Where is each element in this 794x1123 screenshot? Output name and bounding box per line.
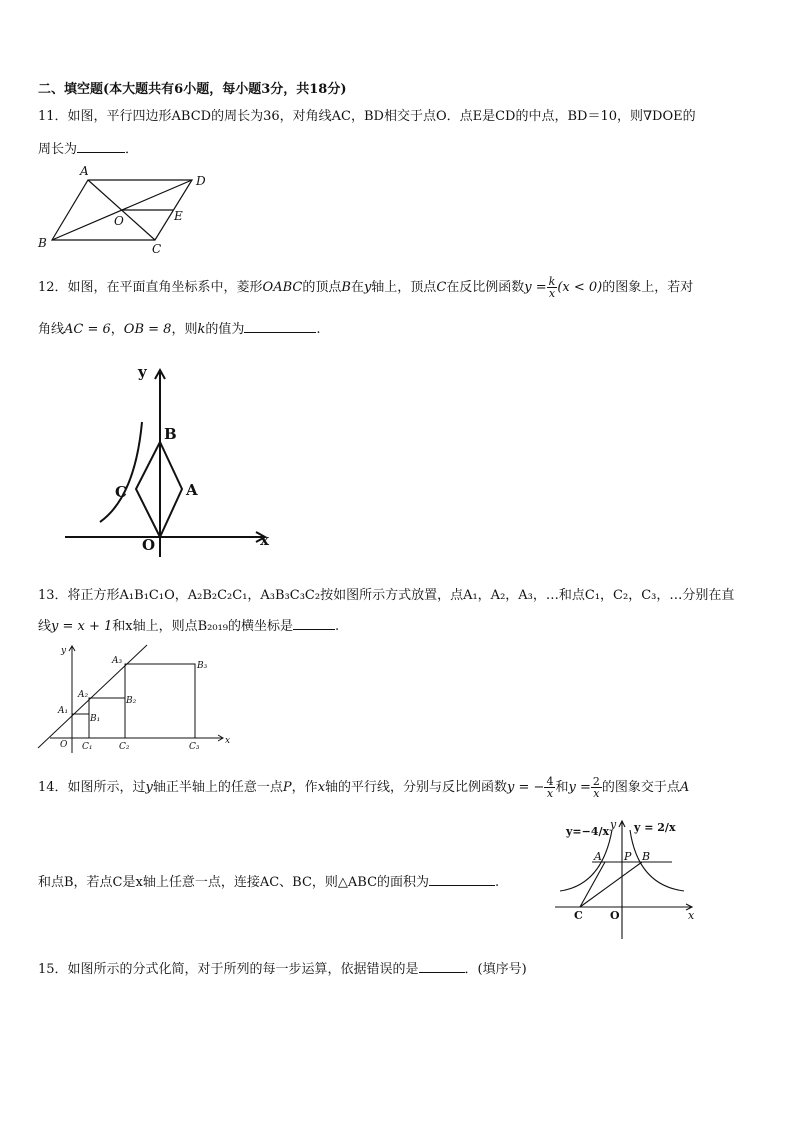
q12-text-line2 bbox=[38, 318, 321, 337]
q12-text: 12．如图，在平面直角坐标系中，菱形 bbox=[38, 280, 263, 295]
q12-text: . bbox=[316, 322, 321, 337]
q15-suffix: ．(填序号) bbox=[464, 962, 527, 977]
q12-text: 的值为 bbox=[205, 322, 245, 337]
q12-text: 轴上，顶点 bbox=[371, 280, 437, 295]
q14-label-x: x bbox=[688, 909, 695, 922]
q14-f2-num: 2 bbox=[592, 775, 600, 788]
q13-label-x: x bbox=[225, 736, 231, 746]
q12-rhombus-name: OABC bbox=[262, 280, 303, 295]
q12-point-b: B bbox=[341, 280, 351, 295]
q14-answer-blank[interactable] bbox=[429, 873, 495, 886]
q11-answer-blank[interactable] bbox=[77, 140, 125, 153]
q12-ob: OB = 8 bbox=[123, 322, 172, 337]
q14-text: ，作 bbox=[291, 780, 318, 795]
q14-f2-fraction bbox=[591, 776, 602, 799]
q14-text: 轴正半轴上的任意一点 bbox=[152, 780, 283, 795]
q12-point-c: C bbox=[436, 280, 447, 295]
label-o: O bbox=[114, 214, 124, 228]
q14-label-b: B bbox=[642, 850, 651, 863]
q15-text bbox=[38, 958, 527, 977]
q14-axis-y: y bbox=[145, 780, 153, 795]
q12-text: 的图象上，若对 bbox=[602, 280, 694, 295]
q12-ac: AC = 6 bbox=[64, 322, 111, 337]
q14-label-a: A bbox=[594, 850, 602, 863]
q12-text: 在 bbox=[350, 280, 364, 295]
q14-label-f2: y = 2/x bbox=[634, 821, 676, 834]
q14-f2-den: x bbox=[593, 787, 600, 800]
q14-curve-neg4-over-x bbox=[560, 830, 612, 891]
q12-hyperbola-curve bbox=[100, 422, 142, 522]
q14-text: 14．如图所示，过 bbox=[38, 780, 146, 795]
q12-label-o: O bbox=[142, 536, 156, 554]
q13-text: 线 bbox=[38, 619, 52, 634]
q13-label-a3: A₃ bbox=[112, 656, 123, 666]
section-title: 二、填空题(本大题共有6小题，每小题3分，共18分) bbox=[38, 82, 347, 97]
q12-text: 角线 bbox=[38, 322, 65, 337]
q14-axis-x: x bbox=[317, 780, 326, 795]
q12-func-lhs: y = bbox=[524, 280, 547, 295]
q13-label-b3: B₃ bbox=[197, 661, 208, 671]
q12-frac-num: k bbox=[548, 275, 556, 288]
label-b: B bbox=[38, 236, 47, 250]
q13-squares-figure bbox=[35, 643, 245, 758]
q14-label-y: y bbox=[610, 818, 617, 831]
q14-f1-fraction bbox=[544, 776, 555, 799]
label-a: A bbox=[80, 164, 89, 178]
q14-point-p: P bbox=[282, 780, 292, 795]
q11-text-line1: 11．如图，平行四边形ABCD的周长为36，对角线AC，BD相交于点O．点E是CD的中点，BD＝10，则∇DOE的 bbox=[38, 109, 696, 124]
q12-k: k bbox=[197, 322, 206, 337]
q13-label-c2: C₂ bbox=[119, 742, 130, 752]
q13-label-c3: C₃ bbox=[189, 742, 200, 752]
q13-label-c1: C₁ bbox=[82, 742, 93, 752]
q14-text: . bbox=[495, 875, 500, 890]
q12-label-y: y bbox=[138, 363, 147, 381]
q13-text-line1: 13．将正方形A₁B₁C₁O，A₂B₂C₂C₁，A₃B₃C₃C₂按如图所示方式放置，点A₁，A₂，A₃，…和点C₁，C₂，C₃，…分别在直 bbox=[38, 588, 735, 603]
q14-label-o: O bbox=[610, 909, 620, 922]
q12-text: ，则 bbox=[171, 322, 198, 337]
label-c: C bbox=[152, 242, 162, 256]
q15-answer-blank[interactable] bbox=[419, 960, 465, 973]
q13-answer-blank[interactable] bbox=[293, 617, 335, 630]
q13-line-equation: y = x + 1 bbox=[51, 619, 113, 634]
q12-label-x: x bbox=[260, 531, 269, 549]
q13-text: . bbox=[335, 619, 340, 634]
q14-f1-den: x bbox=[546, 787, 554, 800]
q14-text-line1 bbox=[38, 776, 689, 799]
q14-text: 和点B，若点C是x轴上任意一点，连接AC、BC，则△ABC的面积为 bbox=[38, 875, 430, 890]
q12-func-condition: (x < 0) bbox=[557, 280, 603, 295]
q12-label-b: B bbox=[164, 425, 177, 443]
q14-label-c: C bbox=[574, 909, 583, 922]
q15-prefix: 15．如图所示的分式化简，对于所列的每一步运算，依据错误的是 bbox=[38, 962, 419, 977]
label-e: E bbox=[174, 209, 183, 223]
q14-f2-lhs: y = bbox=[568, 780, 591, 795]
q11-text-line2 bbox=[38, 138, 138, 157]
q13-label-y: y bbox=[61, 646, 67, 656]
q14-text: 轴的平行线，分别与反比例函数 bbox=[325, 780, 508, 795]
q11-parallelogram-figure bbox=[30, 165, 230, 255]
q13-text-line2 bbox=[38, 615, 339, 634]
q11-prefix: 周长为 bbox=[38, 142, 78, 157]
q11-suffix: ． bbox=[125, 142, 139, 157]
q14-text: 和 bbox=[555, 780, 569, 795]
q14-segment-ac bbox=[580, 862, 605, 907]
q13-label-a1: A₁ bbox=[58, 706, 69, 716]
q12-text: 在反比例函数 bbox=[446, 280, 525, 295]
q12-text: ， bbox=[110, 322, 124, 337]
q14-label-f1: y=−4/x bbox=[566, 825, 610, 838]
q14-text: 的图象交于点 bbox=[601, 780, 680, 795]
q12-fraction bbox=[547, 276, 558, 299]
q14-f1-lhs: y = − bbox=[507, 780, 545, 795]
q13-label-b2: B₂ bbox=[126, 696, 137, 706]
q12-frac-den: x bbox=[548, 287, 556, 300]
q14-segment-bc bbox=[580, 862, 642, 907]
q12-answer-blank[interactable] bbox=[244, 320, 316, 333]
q14-text-line2 bbox=[38, 871, 499, 890]
q13-label-a2: A₂ bbox=[78, 690, 89, 700]
q12-text: 的顶点 bbox=[302, 280, 342, 295]
q14-point-a: A bbox=[679, 780, 690, 795]
q12-label-c: C bbox=[115, 483, 127, 501]
q13-label-b1: B₁ bbox=[90, 714, 101, 724]
q12-label-a: A bbox=[186, 481, 198, 499]
label-d: D bbox=[196, 174, 206, 188]
q14-f1-num: 4 bbox=[546, 775, 554, 788]
q14-curve-2-over-x bbox=[630, 830, 684, 891]
q13-label-o: O bbox=[60, 740, 68, 750]
q12-axis-y: y bbox=[363, 280, 372, 295]
q12-rhombus-figure bbox=[60, 362, 280, 562]
q14-label-p: P bbox=[624, 850, 632, 863]
q13-text: 和x轴上，则点B₂₀₁₉的横坐标是 bbox=[112, 619, 294, 634]
q14-hyperbola-figure bbox=[552, 815, 702, 943]
q13-square-1 bbox=[72, 714, 89, 738]
q12-text-line1 bbox=[38, 276, 693, 299]
